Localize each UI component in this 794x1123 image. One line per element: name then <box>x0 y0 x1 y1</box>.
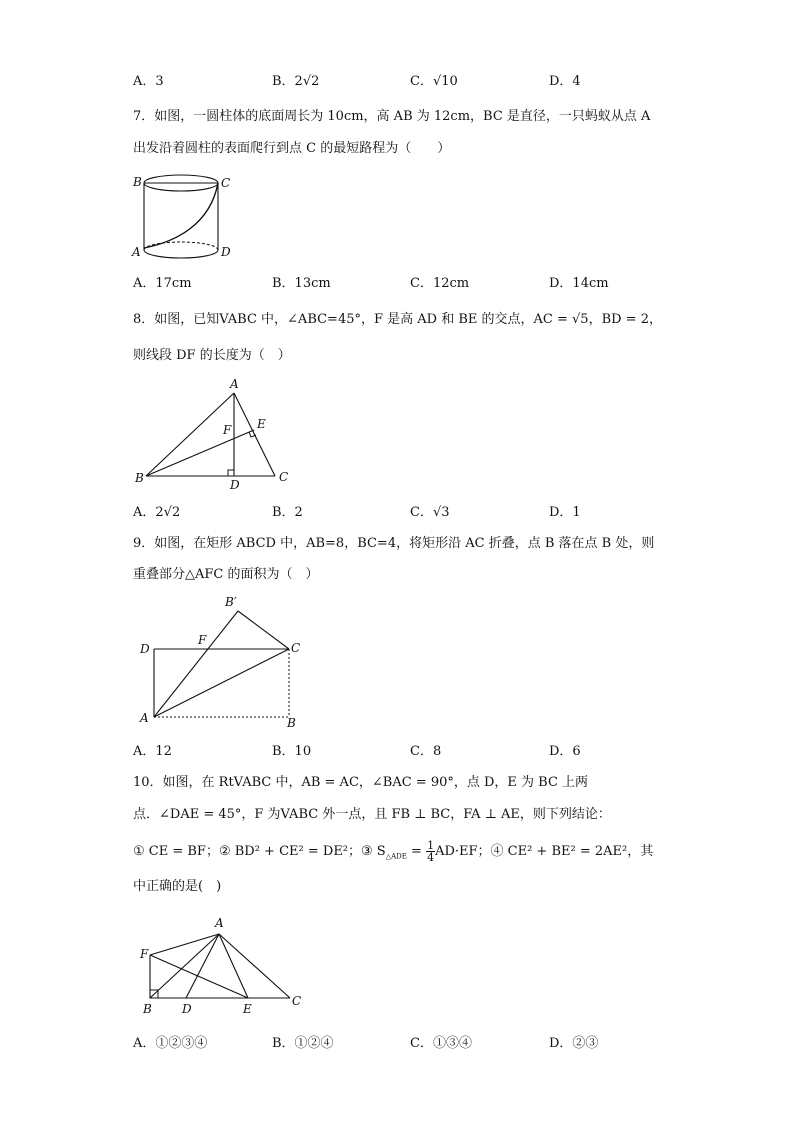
q6-option-b[interactable]: B．2√2 <box>272 74 320 89</box>
q10-line3-subscript: △ADE <box>385 852 407 861</box>
q10-stem-line3 <box>133 840 653 866</box>
q9-stem-line2: 重叠部分△AFC 的面积为（ ） <box>133 567 319 582</box>
q8-label-a: A <box>230 377 239 391</box>
q10-label-e: E <box>243 1002 252 1016</box>
q10-stem-line2: 点．∠DAE = 45°，F 为VABC 外一点，且 FB ⊥ BC，FA ⊥ AE，则下列结论： <box>133 807 611 822</box>
q9-fold-figure <box>130 592 320 732</box>
q10-option-a[interactable]: A．①②③④ <box>133 1036 208 1051</box>
q10-label-b: B <box>143 1002 152 1016</box>
q8-option-a[interactable]: A．2√2 <box>133 505 181 520</box>
q6-option-c[interactable]: C．√10 <box>410 74 458 89</box>
q7-label-b: B <box>133 175 142 189</box>
q10-stem-line4: 中正确的是( ) <box>133 879 222 894</box>
q7-option-b[interactable]: B．13cm <box>272 276 331 291</box>
q8-label-e: E <box>257 417 266 431</box>
q9-option-c[interactable]: C．8 <box>410 744 442 759</box>
q10-option-d[interactable]: D．②③ <box>549 1036 599 1051</box>
q9-label-c: C <box>291 641 301 655</box>
q9-option-a[interactable]: A．12 <box>133 744 172 759</box>
q10-fraction-numerator: 1 <box>427 839 435 852</box>
q7-cylinder-figure <box>130 170 240 270</box>
q7-label-d: D <box>221 245 231 259</box>
q8-option-d[interactable]: D．1 <box>549 505 581 520</box>
q9-label-b-prime: B′ <box>225 595 237 609</box>
q7-stem-line2: 出发沿着圆柱的表面爬行到点 C 的最短路程为（ ） <box>133 141 451 156</box>
q10-fraction <box>426 840 435 863</box>
q10-triangle-figure <box>135 912 315 1022</box>
q8-stem-line1: 8．如图，已知VABC 中，∠ABC=45°，F 是高 AD 和 BE 的交点，AC = √5，BD = 2， <box>133 312 662 327</box>
q7-label-c: C <box>221 176 231 190</box>
q8-option-c[interactable]: C．√3 <box>410 505 450 520</box>
q6-option-a[interactable]: A．3 <box>133 74 164 89</box>
q9-label-f: F <box>198 633 207 647</box>
q8-label-d: D <box>230 478 240 492</box>
q9-option-b[interactable]: B．10 <box>272 744 312 759</box>
q9-label-d: D <box>140 642 150 656</box>
q8-triangle-figure <box>130 375 300 495</box>
q9-option-d[interactable]: D．6 <box>549 744 581 759</box>
q6-option-d[interactable]: D．4 <box>549 74 581 89</box>
q7-stem-line1: 7．如图，一圆柱体的底面周长为 10cm，高 AB 为 12cm，BC 是直径，一只蚂蚁从点 A <box>133 109 651 124</box>
q10-label-f: F <box>140 947 149 961</box>
q10-label-d: D <box>182 1002 192 1016</box>
q10-option-b[interactable]: B．①②④ <box>272 1036 334 1051</box>
q10-line3-part-a: ① CE = BF；② BD² + CE² = DE²；③ S <box>133 844 386 859</box>
q8-label-b: B <box>135 471 144 485</box>
q10-fraction-denominator: 4 <box>427 851 435 864</box>
q9-stem-line1: 9．如图，在矩形 ABCD 中，AB=8，BC=4，将矩形沿 AC 折叠，点 B 落在点 B 处，则 <box>133 536 655 551</box>
q9-label-a: A <box>140 711 149 725</box>
q9-label-b: B <box>287 716 296 730</box>
q7-option-a[interactable]: A．17cm <box>133 276 192 291</box>
q8-stem-line2: 则线段 DF 的长度为（ ） <box>133 348 291 363</box>
q10-stem-line1: 10．如图，在 RtVABC 中，AB = AC，∠BAC = 90°，点 D，E 为 BC 上两 <box>133 775 589 790</box>
q10-label-c: C <box>292 994 302 1008</box>
q10-label-a: A <box>215 916 224 930</box>
q8-option-b[interactable]: B．2 <box>272 505 303 520</box>
q10-option-c[interactable]: C．①③④ <box>410 1036 472 1051</box>
q8-label-f: F <box>223 423 232 437</box>
q7-option-d[interactable]: D．14cm <box>549 276 609 291</box>
q10-line3-part-b: = <box>406 844 427 859</box>
q10-line3-part-c: AD·EF；④ CE² + BE² = 2AE²，其 <box>435 844 654 859</box>
q7-option-c[interactable]: C．12cm <box>410 276 470 291</box>
q8-label-c: C <box>279 470 289 484</box>
q7-label-a: A <box>132 245 141 259</box>
